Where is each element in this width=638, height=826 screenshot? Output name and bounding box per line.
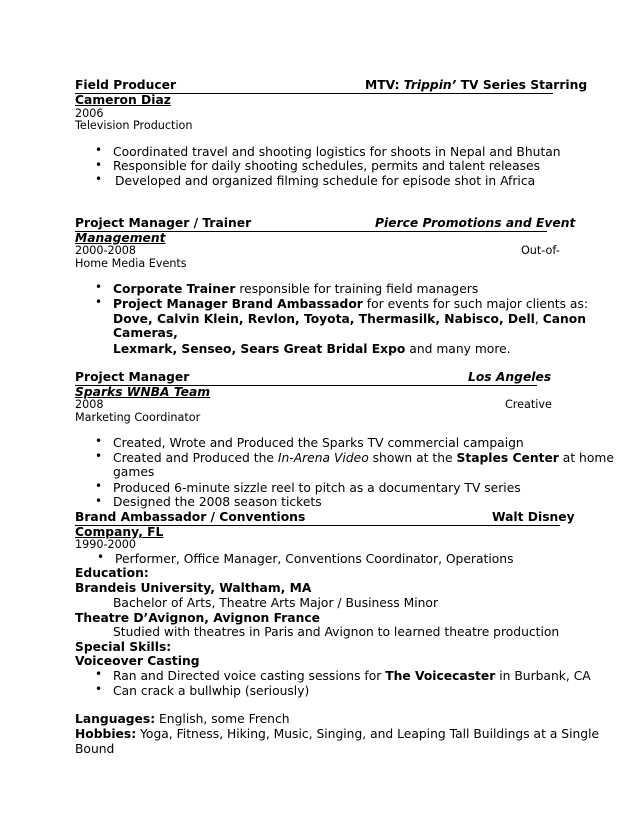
skills-bullet-2: Can crack a bullwhip (seriously) (113, 684, 310, 698)
education-heading: Education: (75, 566, 149, 580)
job3-bullet-2-c: at home (558, 451, 614, 465)
job3-bullet-4: Designed the 2008 season tickets (113, 495, 322, 509)
job2-bullet-2 (113, 297, 588, 311)
job2-employer-cont: Management (75, 231, 166, 245)
job3-bullet-2-bold: Staples Center (456, 451, 559, 465)
job2-clients-sep: , (534, 312, 543, 326)
languages-label: Languages: (75, 712, 156, 726)
job4-years: 1990-2000 (75, 538, 136, 551)
job3-bullet-2-b: shown at the (368, 451, 457, 465)
job4-employer: Walt Disney (492, 510, 575, 524)
job1-year: 2006 (75, 107, 104, 120)
bullet-icon: • (95, 295, 103, 309)
job2-bullet-1-rest: responsible for training field managers (235, 282, 479, 296)
job1-bullet-3: Developed and organized filming schedule for episode shot in Africa (115, 174, 536, 188)
job2-bullet-2-line3: Cameras, (113, 326, 178, 340)
skills-subheading: Voiceover Casting (75, 654, 200, 668)
languages-value: English, some French (155, 712, 290, 726)
job4-title: Brand Ambassador / Conventions (75, 510, 306, 524)
languages-line (75, 712, 290, 726)
job3-bullet-1: Created, Wrote and Produced the Sparks TV commercial campaign (113, 436, 524, 450)
job2-title: Project Manager / Trainer (75, 216, 252, 230)
skills-heading: Special Skills: (75, 640, 172, 654)
job2-bullet-2-bold: Project Manager Brand Ambassador (113, 297, 363, 311)
job2-bullet-2-rest: for events for such major clients as: (362, 297, 588, 311)
skills-bullet-1-b: in Burbank, CA (495, 669, 591, 683)
skills-bullet-1-bold: The Voicecaster (385, 669, 496, 683)
education-school-1: Brandeis University, Waltham, MA (75, 581, 312, 595)
job3-employer-cont: Sparks WNBA Team (75, 385, 211, 399)
hobbies-label: Hobbies: (75, 727, 137, 741)
bullet-icon: • (95, 682, 103, 696)
job3-year: 2008 (75, 398, 104, 411)
job3-title: Project Manager (75, 370, 190, 384)
job1-bullet-1: Coordinated travel and shooting logistics for shoots in Nepal and Bhutan (113, 145, 561, 159)
job3-bullet-2-italic: In-Arena Video (277, 451, 369, 465)
bullet-icon: • (95, 667, 103, 681)
job2-right-note: Out-of- (521, 244, 560, 257)
job3-right-note: Creative (505, 398, 552, 411)
job3-bullet-2 (113, 451, 614, 465)
bullet-icon: • (95, 434, 103, 448)
bullet-icon: • (95, 479, 103, 493)
job2-employer: Pierce Promotions and Event (375, 216, 576, 230)
job2-bullet-1 (113, 282, 478, 296)
education-degree-1: Bachelor of Arts, Theatre Arts Major / Business Minor (113, 596, 438, 610)
job1-bullet-2: Responsible for daily shooting schedules, permits and talent releases (113, 159, 541, 173)
bullet-icon: • (95, 494, 103, 508)
job2-dept: Home Media Events (75, 257, 187, 270)
hobbies-line (75, 727, 599, 741)
bullet-icon: • (95, 449, 103, 463)
job2-bullet-1-bold: Corporate Trainer (113, 282, 236, 296)
job2-clients-end: Canon (542, 312, 587, 326)
job4-bullet-1: Performer, Office Manager, Conventions Coordinator, Operations (115, 552, 514, 566)
bullet-icon: • (95, 158, 103, 172)
hobbies-value: Yoga, Fitness, Hiking, Music, Singing, and Leaping Tall Buildings at a Single (136, 727, 600, 741)
hobbies-cont: Bound (75, 742, 115, 756)
bullet-icon: • (95, 143, 103, 157)
job3-bullet-3: Produced 6-minute sizzle reel to pitch as a documentary TV series (113, 481, 521, 495)
job2-bullet-2-line2 (113, 312, 586, 326)
bullet-icon: • (97, 550, 105, 564)
job3-dept: Marketing Coordinator (75, 411, 201, 424)
job1-employer-prefix: MTV: (365, 78, 404, 92)
bullet-icon: • (95, 172, 103, 186)
skills-bullet-1-a: Ran and Directed voice casting sessions for (113, 669, 386, 683)
job2-clients-2: Lexmark, Senseo, Sears Great Bridal Expo (113, 342, 406, 356)
job2-clients: Dove, Calvin Klein, Revlon, Toyota, Thermasilk, Nabisco, Dell (113, 312, 535, 326)
job1-dept: Television Production (75, 119, 193, 132)
job2-bullet-2-line4 (113, 342, 511, 356)
job1-title: Field Producer (75, 78, 177, 92)
job2-clients-2-rest: and many more. (405, 342, 511, 356)
job1-employer-suffix: TV Series Starring (456, 78, 588, 92)
job1-employer-italic: Trippin’ (403, 78, 457, 92)
skills-bullet-1 (113, 669, 591, 683)
job2-years: 2000-2008 (75, 244, 136, 257)
job1-employer (365, 78, 587, 92)
job4-employer-cont: Company, FL (75, 525, 164, 539)
job3-bullet-2-a: Created and Produced the (113, 451, 278, 465)
education-school-2: Theatre D’Avignon, Avignon France (75, 611, 320, 625)
education-degree-2: Studied with theatres in Paris and Avignon to learned theatre production (113, 625, 560, 639)
job1-employer-cont: Cameron Diaz (75, 93, 171, 107)
job3-bullet-2-cont: games (113, 465, 155, 479)
job3-employer: Los Angeles (468, 370, 552, 384)
bullet-icon: • (95, 280, 103, 294)
